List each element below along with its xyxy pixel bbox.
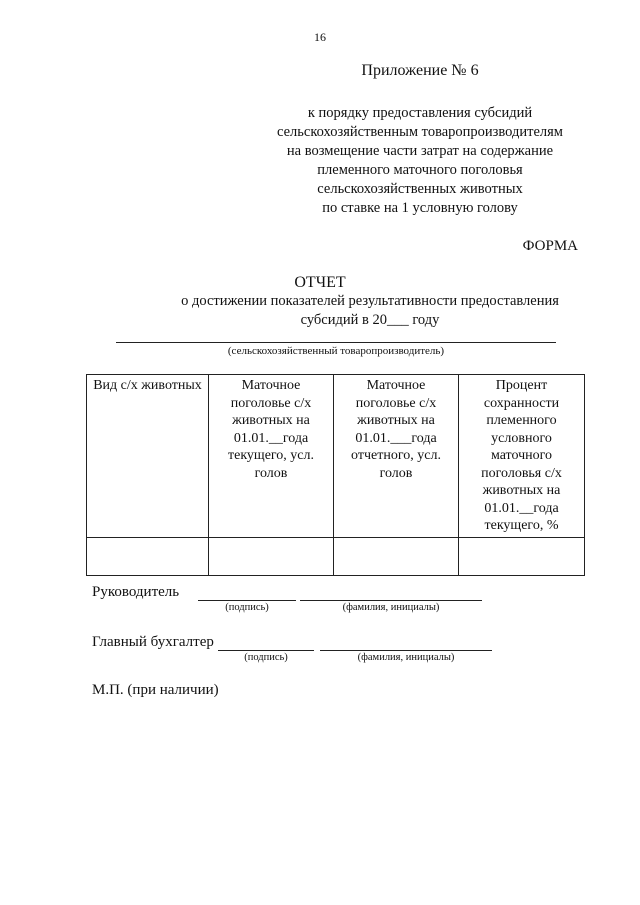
report-line: субсидий в 20___ году [300,312,440,328]
accountant-label: Главный бухгалтер [92,634,214,650]
table-header-cell: Маточное поголовье с/х животных на 01.01.__года текущего, усл. голов [209,375,334,538]
appendix-line: к порядку предоставления субсидий [307,105,533,121]
form-label: ФОРМА [522,238,578,254]
accountant-name-line[interactable] [320,650,492,651]
accountant-name-caption: (фамилия, инициалы) [357,652,455,663]
head-name-line[interactable] [300,600,482,601]
page-number: 16 [314,30,326,44]
producer-fill-line[interactable] [116,342,556,343]
appendix-line: на возмещение части затрат на содержание [286,143,554,159]
appendix-subtitle [240,104,600,218]
table-row [87,537,585,575]
table-header-row [87,375,585,538]
table-cell[interactable] [87,537,209,575]
appendix-line: племенного маточного поголовья [317,162,523,178]
appendix-title: Приложение № 6 [361,62,479,79]
report-table [86,374,585,576]
appendix-line: сельскохозяйственных животных [317,181,523,197]
report-line: о достижении показателей результативности предоставления [181,293,559,309]
accountant-sign-caption: (подпись) [244,652,288,663]
head-name-caption: (фамилия, инициалы) [342,602,440,613]
stamp-label: М.П. (при наличии) [92,682,219,698]
table-cell[interactable] [334,537,459,575]
head-sign-caption: (подпись) [225,602,269,613]
table-cell[interactable] [209,537,334,575]
appendix-line: по ставке на 1 условную голову [322,200,518,216]
table-header-cell: Маточное поголовье с/х животных на 01.01.___года отчетного, усл. голов [334,375,459,538]
table-cell[interactable] [459,537,585,575]
report-subtitle [90,292,640,330]
table-header-cell: Вид с/х животных [87,375,209,538]
head-label: Руководитель [92,584,180,600]
accountant-signature-line[interactable] [218,650,314,651]
table-header-cell: Процент сохранности племенного условного маточного поголовья с/х животных на 01.01.__года текущего, % [459,375,585,538]
appendix-line: сельскохозяйственным товаропроизводителям [277,124,563,140]
report-title: ОТЧЕТ [294,274,346,291]
producer-caption: (сельскохозяйственный товаропроизводитель) [227,345,445,357]
head-signature-line[interactable] [198,600,296,601]
